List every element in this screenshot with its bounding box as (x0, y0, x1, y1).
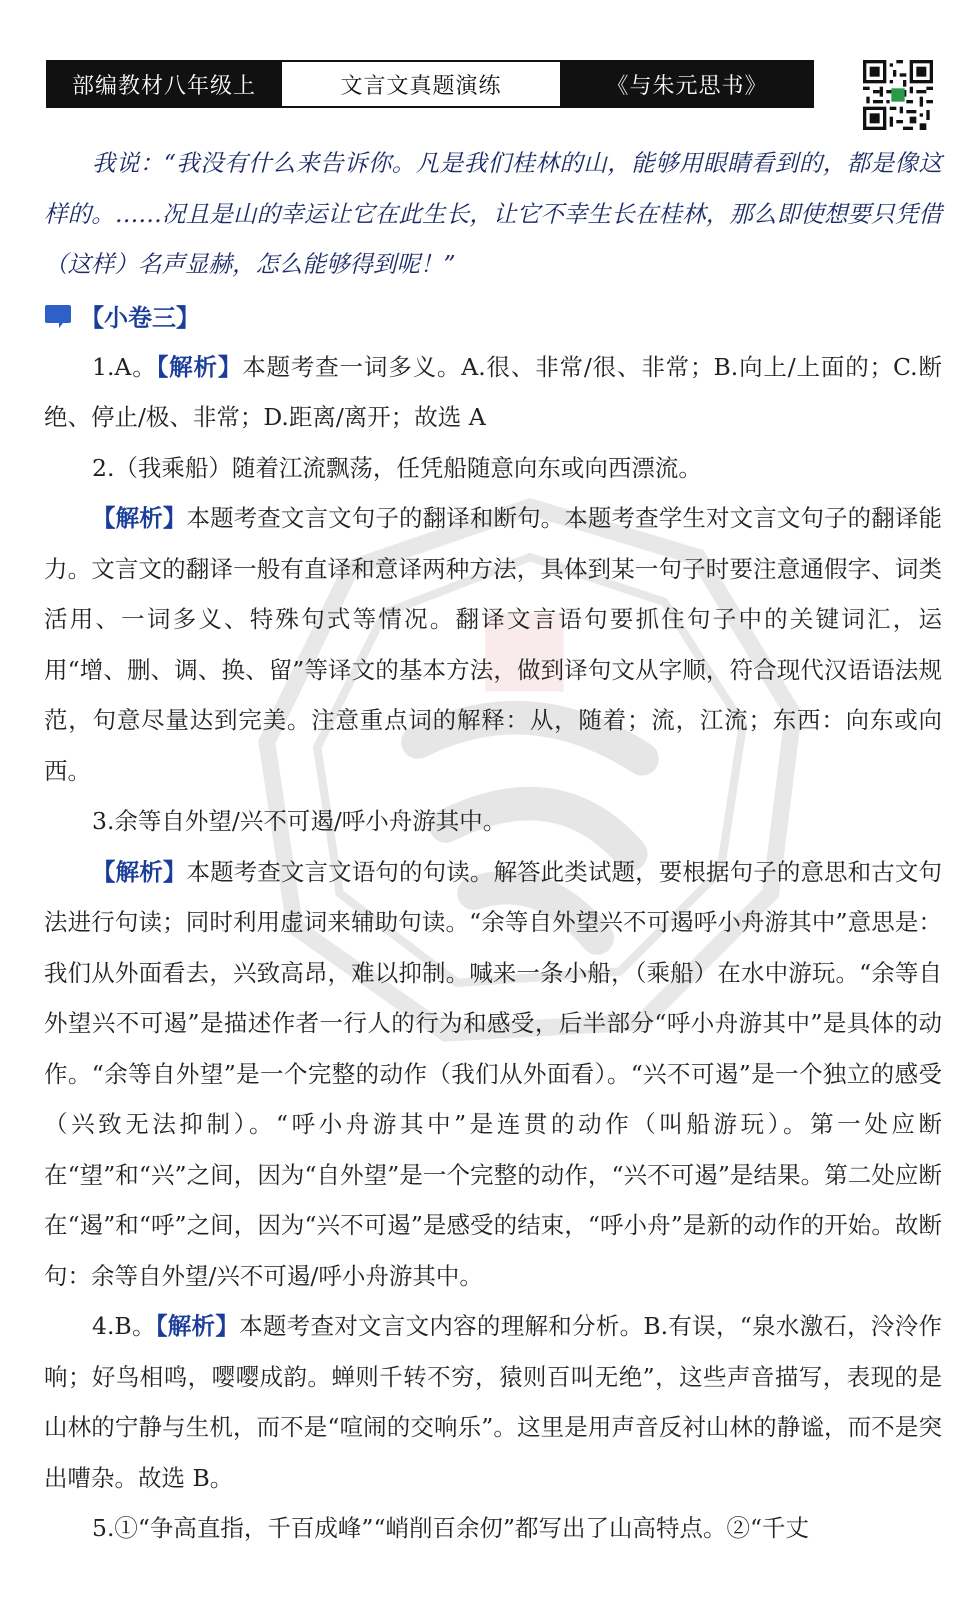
item-prefix: 3.余等自外望/兴不可遏/呼小舟游其中。 (92, 807, 507, 835)
item-prefix: 2.（我乘船）随着江流飘荡，任凭船随意向东或向西漂流。 (92, 453, 702, 482)
analysis-tag: 【解析】 (92, 504, 187, 532)
answer-item-2 (44, 443, 942, 494)
item-prefix: 5.①“争高直指，千百成峰”“峭削百余仞”都写出了山高特点。②“千丈 (92, 1514, 809, 1542)
item-prefix: 1.A。 (92, 352, 157, 381)
item-text: 本题考查文言文句子的翻译和断句。本题考查学生对文言文句子的翻译能力。文言文的翻译一般有直译和意译两种方法，具体到某一句子时要注意通假字、词类活用、一词多义、特殊句式等情况。翻译文言语句要抓住句子中的关键词汇，运用“增、删、调、换、留”等译文的基本方法，做到译句文从字顺，符合现代汉语语法规范，句意尽量达到完美。注意重点词的解释：从，随着；流，江流；东西：向东或向西。 (44, 504, 943, 785)
section-title: 【小卷三】 (80, 304, 200, 332)
analysis-tag: 【解析】 (156, 352, 243, 381)
qr-code-icon (863, 60, 933, 130)
answer-item-5 (44, 1503, 942, 1554)
item-text: 本题考查文言文语句的句读。解答此类试题，要根据句子的意思和古文句法进行句读；同时利用虚词来辅助句读。“余等自外望兴不可遏呼小舟游其中”意思是：我们从外面看去，兴致高昂，难以抑制。喊来一条小船，（乘船）在水中游玩。“余等自外望兴不可遏”是描述作者一行人的行为和感受，后半部分“呼小舟游其中”是具体的动作。“余等自外望”是一个完整的动作（我们从外面看）。“兴不可遏”是一个独立的感受（兴致无法抑制）。“呼小舟游其中”是连贯的动作（叫船游玩）。第一处应断在“望”和“兴”之间，因为“自外望”是一个完整的动作，“兴不可遏”是结果。第二处应断在“遏”和“呼”之间，因为“兴不可遏”是感受的结束，“呼小舟”是新的动作的开始。故断句：余等自外望/兴不可遏/呼小舟游其中。 (44, 857, 943, 1290)
header-right: 《与朱元思书》 (562, 62, 812, 106)
analysis-tag: 【解析】 (155, 1312, 240, 1340)
answer-item-3-analysis (44, 847, 942, 1302)
item-prefix: 4.B。 (92, 1312, 156, 1340)
header-bar (46, 60, 814, 108)
section-heading (44, 290, 942, 342)
answer-item-1 (44, 342, 942, 443)
item-text: 本题考查对文言文内容的理解和分析。B.有误，“泉水激石，泠泠作响；好鸟相鸣，嘤嘤成韵。蝉则千转不穷，猿则百叫无绝”，这些声音描写，表现的是山林的宁静与生机，而不是“喧闹的交响乐”。这里是用声音反衬山林的静谧，而不是突出嘈杂。故选 B。 (44, 1312, 942, 1492)
document-body (44, 138, 942, 1554)
item-text: 本题考查一词多义。A.很、非常/很、非常；B.向上/上面的；C.断绝、停止/极、非常；D.距离/离开；故选 A (44, 352, 942, 431)
header-left: 部编教材八年级上 (48, 62, 280, 106)
intro-paragraph: 我说：“我没有什么来告诉你。凡是我们桂林的山，能够用眼睛看到的，都是像这样的。……况且是山的幸运让它在此生长，让它不幸生长在桂林，那么即使想要只凭借（这样）名声显赫，怎么能够得到呢！” (44, 149, 942, 278)
answer-item-3 (44, 796, 942, 847)
chat-bubble-icon (44, 301, 74, 331)
header-center: 文言文真题演练 (280, 62, 562, 106)
answer-item-4 (44, 1301, 942, 1503)
analysis-tag: 【解析】 (92, 857, 187, 886)
answer-item-2-analysis (44, 493, 942, 796)
